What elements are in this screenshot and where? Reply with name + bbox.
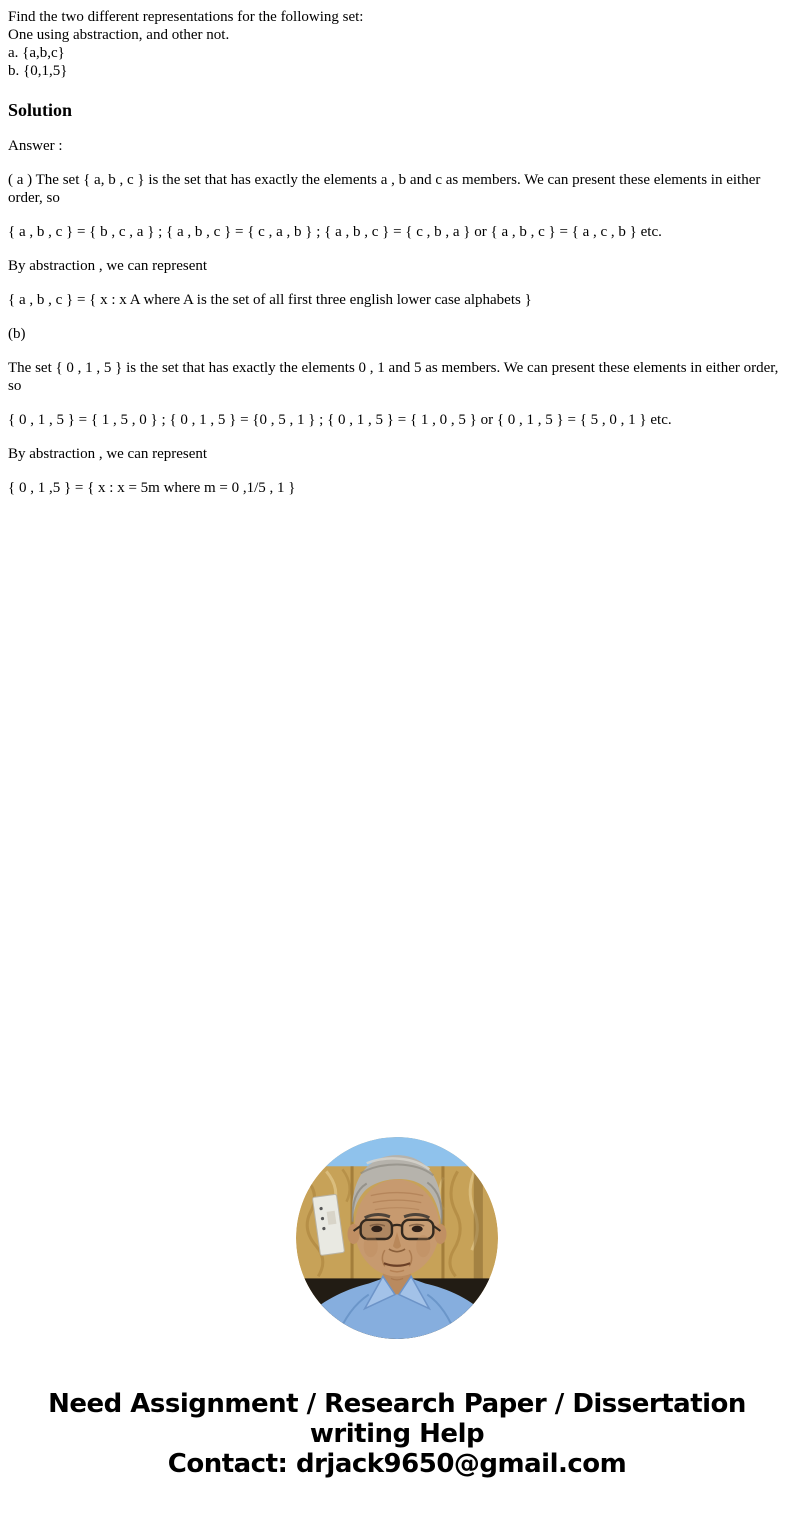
answer-label: Answer : xyxy=(8,138,63,154)
part-a-equalities: { a , b , c } = { b , c , a } ; { a , b , c } = { c , a , b } ; { a , b , c } = { c , b , a } or { a , b , c } = { a , c , b } etc. xyxy=(8,224,662,240)
question-prompt-line2: One using abstraction, and other not. xyxy=(8,27,230,43)
part-a-abstraction-intro: By abstraction , we can represent xyxy=(8,258,208,274)
question-item-b: b. {0,1,5} xyxy=(8,63,68,79)
help-footer xyxy=(0,1389,794,1479)
part-b-equalities: { 0 , 1 , 5 } = { 1 , 5 , 0 } ; { 0 , 1 , 5 } = {0 , 5 , 1 } ; { 0 , 1 , 5 } = { 1 , 0 , 5 } or { 0 , 1 , 5 } = { 5 , 0 , 1 } etc. xyxy=(8,412,672,428)
tutor-portrait-illustration xyxy=(296,1137,498,1339)
solution-heading: Solution xyxy=(8,100,73,120)
part-b-abstraction: { 0 , 1 ,5 } = { x : x = 5m where m = 0 ,1/5 , 1 } xyxy=(8,480,296,496)
part-b-abstraction-intro: By abstraction , we can represent xyxy=(8,446,208,462)
part-b-label: (b) xyxy=(8,326,26,342)
part-b-paragraph: The set { 0 , 1 , 5 } is the set that has exactly the elements 0 , 1 and 5 as members. We can present these elements in either order, so xyxy=(8,360,779,394)
question-prompt-line1: Find the two different representations for the following set: xyxy=(8,9,364,25)
part-a-paragraph: ( a ) The set { a, b , c } is the set that has exactly the elements a , b and c as members. We can present these elements in either order, so xyxy=(8,172,761,206)
footer-line-1: Need Assignment / Research Paper / Dissertation xyxy=(48,1389,746,1419)
question-item-a: a. {a,b,c} xyxy=(8,45,65,61)
footer-contact-email: Contact: drjack9650@gmail.com xyxy=(167,1449,627,1479)
footer-line-2: writing Help xyxy=(309,1419,485,1449)
part-a-abstraction: { a , b , c } = { x : x A where A is the set of all first three english lower case alphabets } xyxy=(8,292,532,308)
whitespace-spacer xyxy=(0,513,794,1137)
document-body xyxy=(0,0,794,497)
tutor-portrait-photo xyxy=(296,1137,498,1339)
